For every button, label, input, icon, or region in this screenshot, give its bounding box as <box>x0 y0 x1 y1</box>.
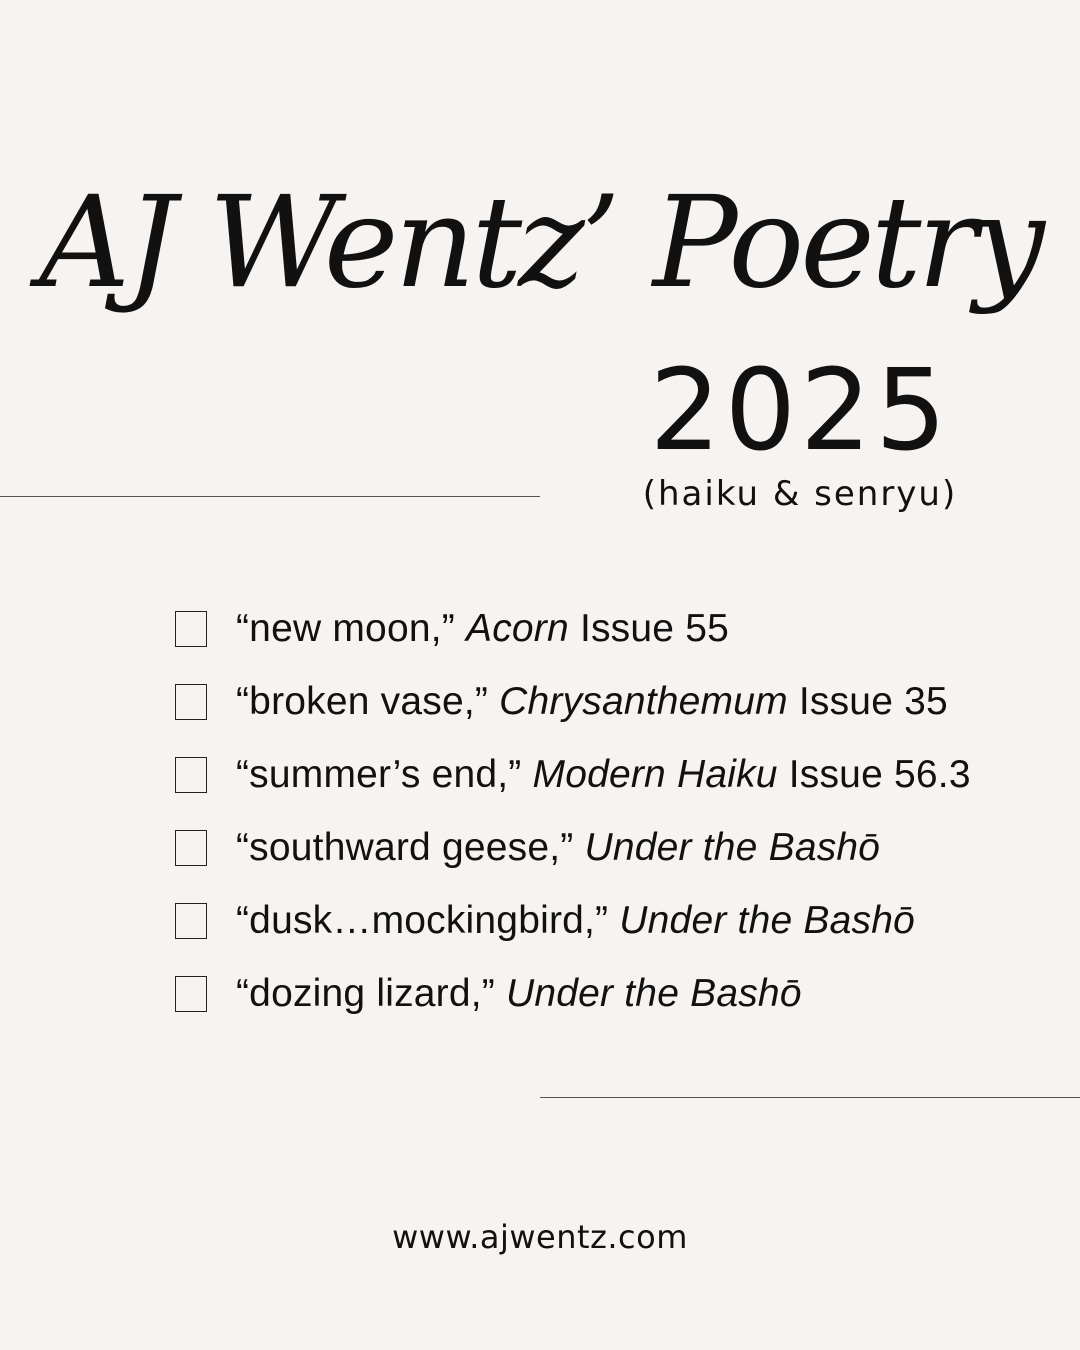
poem-title: “dusk…mockingbird,” <box>236 899 609 942</box>
poem-title: “dozing lizard,” <box>236 972 495 1015</box>
checkbox[interactable] <box>175 830 207 866</box>
list-item <box>175 957 971 1030</box>
checkbox[interactable] <box>175 684 207 720</box>
list-item <box>175 592 971 665</box>
publication-checklist <box>175 592 971 1030</box>
publication-text <box>236 755 971 794</box>
journal-name: Under the Bashō <box>506 972 802 1015</box>
journal-name: Acorn <box>466 607 569 650</box>
poem-title: “summer’s end,” <box>236 753 522 796</box>
divider-bottom <box>540 1097 1080 1098</box>
checkbox[interactable] <box>175 976 207 1012</box>
list-item <box>175 811 971 884</box>
checkbox[interactable] <box>175 903 207 939</box>
journal-name: Chrysanthemum <box>499 680 788 723</box>
issue-number: Issue 55 <box>579 607 729 650</box>
year-heading: 2025 <box>649 346 951 476</box>
journal-name: Modern Haiku <box>532 753 778 796</box>
publication-text <box>236 609 729 648</box>
issue-number: Issue 56.3 <box>788 753 971 796</box>
divider-top <box>0 496 540 497</box>
publication-text <box>236 974 802 1013</box>
publication-text <box>236 901 915 940</box>
journal-name: Under the Bashō <box>584 826 881 869</box>
list-item <box>175 665 971 738</box>
publication-text <box>236 828 880 867</box>
checkbox[interactable] <box>175 611 207 647</box>
poem-title: “broken vase,” <box>236 680 489 723</box>
publication-text <box>236 682 948 721</box>
checkbox[interactable] <box>175 757 207 793</box>
subtitle: (haiku & senryu) <box>642 474 958 514</box>
page-title: AJ Wentz’ Poetry <box>39 169 1041 316</box>
poem-title: “southward geese,” <box>236 826 574 869</box>
website-link[interactable]: www.ajwentz.com <box>392 1218 688 1256</box>
poem-title: “new moon,” <box>236 607 455 650</box>
issue-number: Issue 35 <box>798 680 948 723</box>
list-item <box>175 738 971 811</box>
list-item <box>175 884 971 957</box>
journal-name: Under the Bashō <box>619 899 915 942</box>
